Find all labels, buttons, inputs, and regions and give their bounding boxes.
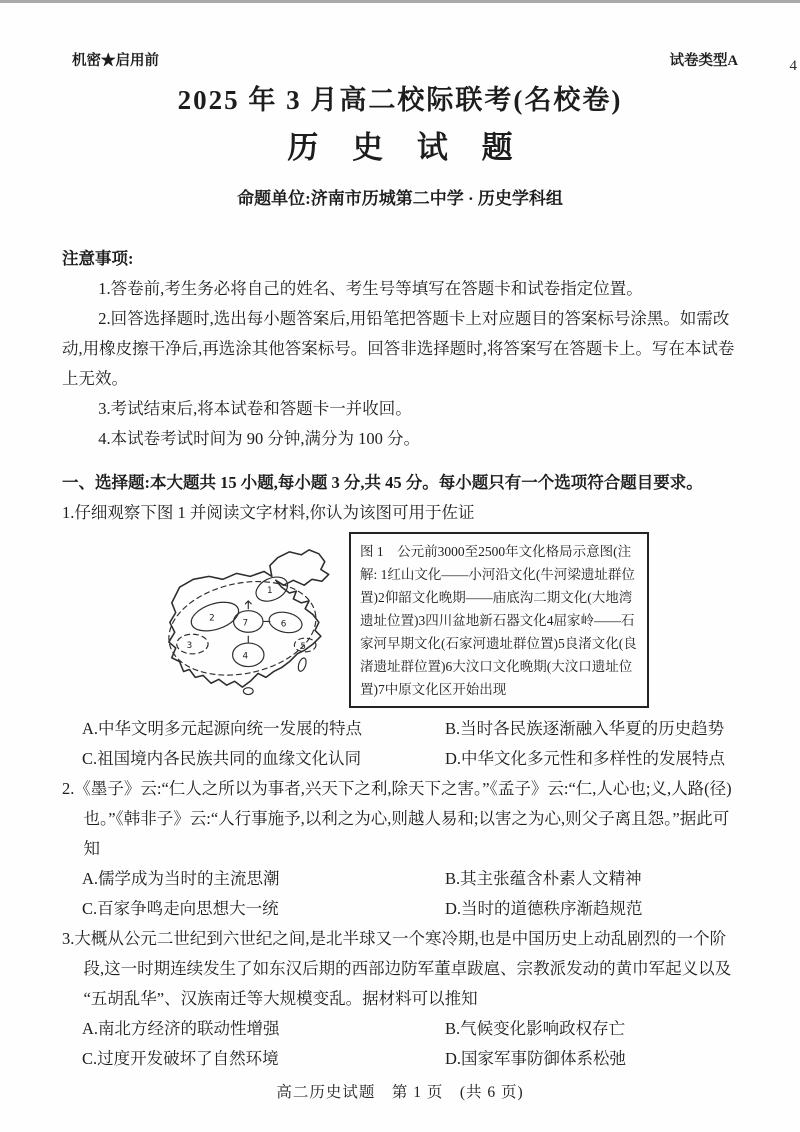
q3-option-a: A.南北方经济的联动性增强: [82, 1019, 280, 1038]
map-label-4: 4: [242, 651, 249, 662]
edge-corner-mark: 4: [789, 58, 797, 74]
q1-option-d: D.中华文化多元性和多样性的发展特点: [445, 749, 726, 768]
question-2: [62, 774, 738, 924]
q3-option-d: D.国家军事防御体系松弛: [445, 1049, 627, 1068]
figure-1: [125, 532, 738, 708]
map-arrow-marks: [242, 601, 270, 642]
question-3-stem: 3.大概从公元二世纪到六世纪之间,是北半球又一个寒冷期,也是中国历史上动乱剧烈的一个阶段,这一时期连续发生了如东汉后期的西部边防军董卓跋扈、宗教派发动的黄巾军起义以及“五胡乱华”、汉族南迁等大规模变乱。据材料可以推知: [62, 929, 732, 1008]
china-map-sketch: [125, 544, 349, 696]
q2-option-d: D.当时的道德秩序渐趋规范: [445, 899, 643, 918]
map-label-7: 7: [242, 618, 249, 629]
question-1: [62, 498, 738, 774]
culture-region-3: [177, 634, 208, 654]
question-1-stem: 1.仔细观察下图 1 并阅读文字材料,你认为该图可用于佐证: [62, 503, 475, 522]
exam-subject-title: 历 史 试 题: [287, 130, 526, 165]
notice-item-2: 2.回答选择题时,选出每小题答案后,用铅笔把答题卡上对应题目的答案标号涂黑。如需改动,用橡皮擦干净后,再选涂其他答案标号。回答非选择题时,将答案写在答题卡上。写在本试卷上无效。: [62, 309, 735, 388]
notice-heading: 注意事项:: [62, 249, 134, 268]
map-label-5: 5: [300, 641, 306, 652]
notice-section: [62, 244, 738, 454]
question-2-options: [62, 864, 738, 924]
question-3-options: [62, 1014, 738, 1074]
notice-item-3: 3.考试结束后,将本试卷和答题卡一并收回。: [98, 399, 412, 418]
page-footer: 高二历史试题 第 1 页 (共 6 页): [276, 1084, 524, 1101]
organizer-line: 命题单位:济南市历城第二中学 · 历史学科组: [237, 189, 563, 208]
q1-option-c: C.祖国境内各民族共同的血缘文化认同: [82, 749, 362, 768]
culture-region-7: [234, 611, 263, 633]
map-label-3: 3: [186, 640, 193, 651]
question-1-options: [62, 714, 738, 774]
confidential-label: 机密★启用前: [72, 53, 159, 69]
notice-item-4: 4.本试卷考试时间为 90 分钟,满分为 100 分。: [98, 429, 421, 448]
culture-region-2: [188, 597, 243, 636]
q2-option-c: C.百家争鸣走向思想大一统: [82, 899, 279, 918]
q2-option-a: A.儒学成为当时的主流思潮: [82, 869, 280, 888]
map-label-1: 1: [267, 586, 273, 597]
paper-type-label: 试卷类型A: [669, 53, 738, 69]
section-heading: 一、选择题:本大题共 15 小题,每小题 3 分,共 45 分。每小题只有一个选项符合题目要求。: [62, 473, 703, 492]
exam-title: 2025 年 3 月高二校际联考(名校卷): [177, 85, 623, 115]
question-2-stem: 2.《墨子》云:“仁人之所以为事者,兴天下之利,除天下之害。”《孟子》云:“仁,人心也;义,人路(径)也。”《韩非子》云:“人行事施予,以利之为心,则越人易和;以害之为心,则父子离且怨。”据此可知: [62, 779, 732, 858]
taiwan-island: [297, 657, 308, 672]
q2-option-b: B.其主张蕴含朴素人文精神: [445, 869, 642, 888]
culture-region-4: [233, 643, 264, 667]
scan-top-edge: [0, 0, 800, 3]
q1-option-a: A.中华文明多元起源向统一发展的特点: [82, 719, 363, 738]
page-content: [0, 52, 800, 1102]
hainan-island: [243, 688, 253, 695]
q3-option-c: C.过度开发破坏了自然环境: [82, 1049, 279, 1068]
china-culture-map: [125, 544, 349, 696]
q1-option-b: B.当时各民族逐渐融入华夏的历史趋势: [445, 719, 725, 738]
notice-item-1: 1.答卷前,考生务必将自己的姓名、考生号等填写在答题卡和试卷指定位置。: [98, 279, 643, 298]
map-label-2: 2: [209, 613, 215, 624]
header-meta-row: [62, 52, 738, 70]
figure-1-caption-box: 图 1 公元前3000至2500年文化格局示意图(注解: 1红山文化——小河沿文化(牛河梁遗址群位置)2仰韶文化晚期——庙底沟二期文化(大地湾遗址位置)3四川盆地新石器文化4屈家岭——石家河早期文化(石家河遗址群位置)5良渚文化(良渚遗址群位置)6大汶口文化晚期(大汶口遗址位置)7中原文化区开始出现: [349, 532, 649, 708]
q3-option-b: B.气候变化影响政权存亡: [445, 1019, 626, 1038]
question-3: [62, 924, 738, 1074]
map-label-6: 6: [280, 619, 287, 630]
